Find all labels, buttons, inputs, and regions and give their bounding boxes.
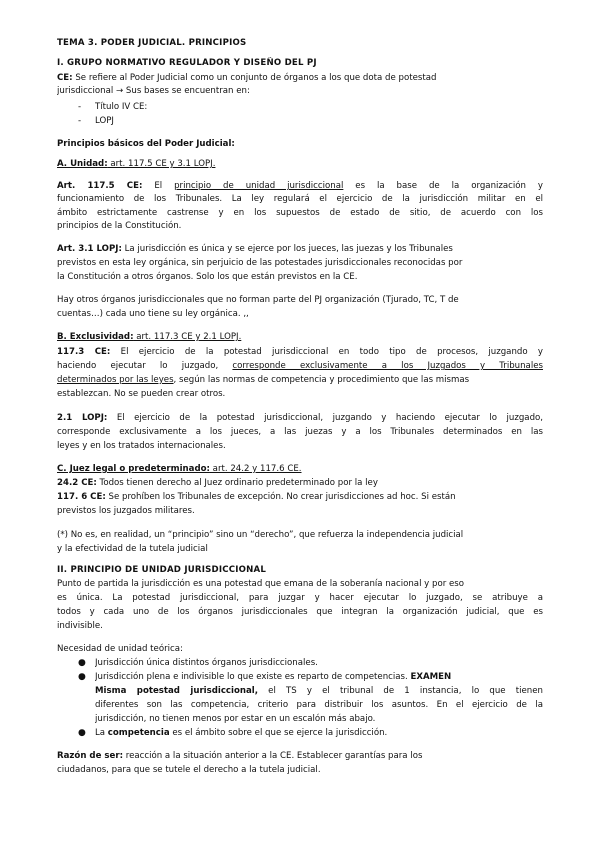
art-117-5-underlined: principio de unidad jurisdiccional [174,181,344,191]
art-117-6-line-2: previstos los juzgados militares. [57,506,195,516]
juez-legal-refs: art. 24.2 y 117.6 CE. [209,464,302,474]
item-2-bold: Misma potestad jurisdiccional, [95,686,258,696]
art-3-1-label: Art. 3.1 LOPJ: [57,244,122,254]
art-117-3-text: El ejercicio de la potestad jurisdiccional en todo tipo de procesos, juzgando y [110,347,543,357]
bullet-icon: ● [78,658,86,668]
unidad-refs: art. 117.5 CE y 3.1 LOPJ. [107,159,216,169]
art-2-1-text: El ejercicio de la potestad jurisdiccional, juzgando y haciendo ejecutar lo juzgado, [107,413,543,423]
art-117-5-label: Art. 117.5 CE: [57,181,143,191]
art-117-5-line-4: principios de la Constitución. [57,221,182,231]
necesidad-item-3 [95,727,543,740]
art-117-3-line-1 [57,346,543,359]
section-2-line-2: es única. La potestad jurisdiccional, para juzgar y hacer ejecutar lo juzgado, se atribuye a [57,593,543,603]
item-3-text-b: es el ámbito sobre el que se ejerce la jurisdicción. [169,728,388,738]
unidad-heading [57,158,543,171]
otros-organos-line-2: cuentas…) cada uno tiene su ley orgánica. ,, [57,309,249,319]
bullet-icon: ● [78,672,86,682]
note-line-2: y la efectividad de la tutela judicial [57,544,208,554]
necesidad-line: Necesidad de unidad teórica: [57,644,183,654]
razon-line-1 [57,750,543,763]
art-3-1-line-1 [57,243,543,256]
necesidad-item-2-line-1 [95,671,543,684]
necesidad-item-2-line-4: jurisdicción, no tienen menos por estar en un escalón más abajo. [95,714,376,724]
item-2-text-a: Jurisdicción plena e indivisible lo que existe es reparto de competencias. [95,672,411,682]
art-117-6-line-1 [57,491,543,504]
art-117-3-underlined: corresponde exclusivamente a los Juzgados y Tribunales [232,361,543,371]
item-2-text-b: el TS y el tribunal de 1 instancia, lo que tienen [258,686,543,696]
item-2-examen: EXAMEN [410,672,452,682]
art-117-3-underlined-2: determinados por las leyes [57,375,174,385]
art-24-2-label: 24.2 CE: [57,478,97,488]
dash-bullet: - [78,116,82,126]
art-117-3-line-2 [57,360,543,373]
dash-bullet: - [78,102,82,112]
art-117-6-label: 117. 6 CE: [57,492,106,502]
necesidad-item-2-line-2 [95,685,543,698]
necesidad-item-1: Jurisdicción única distintos órganos jurisdiccionales. [95,658,318,668]
item-3-text-a: La [95,728,108,738]
art-2-1-line-2: corresponde exclusivamente a los jueces, a las juezas y a los Tribunales determinados en las [57,427,543,437]
ce-list-item-2: LOPJ [95,116,114,126]
otros-organos-line-1: Hay otros órganos jurisdiccionales que no forman parte del PJ organización (Tjurado, TC, T de [57,295,459,305]
exclusividad-label: B. Exclusividad: [57,332,134,342]
juez-legal-label: C. Juez legal o predeterminado: [57,464,210,474]
section-2-line-4: indivisible. [57,621,103,631]
art-117-5-line-1 [57,180,543,193]
bullet-icon: ● [78,728,86,738]
document-title: TEMA 3. PODER JUDICIAL. PRINCIPIOS [57,38,247,48]
necesidad-item-2-line-3: diferentes son las competencia, criterio para distribuir los asuntos. En el ejercicio de la [95,700,543,710]
art-2-1-line-1 [57,412,543,425]
section-1-heading: I. GRUPO NORMATIVO REGULADOR Y DISEÑO DEL PJ [57,58,317,68]
ce-paragraph-line-1 [57,72,543,85]
exclusividad-heading [57,331,543,344]
art-117-3-text-a: haciendo ejecutar lo juzgado, [57,361,233,371]
art-117-3-text-b: , según las normas de competencia y procedimiento que las mismas [173,375,470,385]
ce-paragraph-line-2: jurisdiccional → Sus bases se encuentran en: [57,86,250,96]
art-117-3-line-4: establezcan. No se pueden crear otros. [57,389,226,399]
section-2-line-1: Punto de partida la jurisdicción es una potestad que emana de la soberanía nacional y por eso [57,579,465,589]
art-24-2-text: Todos tienen derecho al Juez ordinario predeterminado por la ley [96,478,378,488]
exclusividad-refs: art. 117.3 CE y 2.1 LOPJ. [133,332,242,342]
razon-line-2: ciudadanos, para que se tutele el derecho a la tutela judicial. [57,765,321,775]
art-117-5-text-a: El [142,181,175,191]
ce-text: Se refiere al Poder Judicial como un conjunto de órganos a los que dota de potestad [72,73,437,83]
art-117-3-line-3 [57,374,543,387]
art-117-5-line-3: ámbito estrictamente castrense y en los supuestos de estado de sitio, de acuerdo con los [57,208,543,218]
unidad-label: A. Unidad: [57,159,108,169]
item-3-bold: competencia [107,728,170,738]
art-2-1-line-3: leyes y en los tratados internacionales. [57,441,226,451]
section-2-heading: II. PRINCIPIO DE UNIDAD JURISDICCIONAL [57,565,267,575]
art-3-1-line-3: la Constitución a otros órganos. Solo los que están previstos en la CE. [57,272,358,282]
ce-label: CE: [57,73,73,83]
section-2-line-3: todos y cada uno de los órganos jurisdiccionales que integran la organización judicial, que es [57,607,543,617]
art-3-1-line-2: previstos en esta ley orgánica, sin perjuicio de las potestades jurisdiccionales reconocidas por [57,258,463,268]
art-2-1-label: 2.1 LOPJ: [57,413,108,423]
razon-text: reacción a la situación anterior a la CE. Establecer garantías para los [123,751,423,761]
ce-list-item-1: Título IV CE: [95,102,148,112]
art-117-5-text-b: es la base de la organización y [343,181,543,191]
principios-heading: Principios básicos del Poder Judicial: [57,139,235,149]
art-117-3-label: 117.3 CE: [57,347,111,357]
note-line-1: (*) No es, en realidad, un “principio” sino un “derecho”, que refuerza la independencia judicial [57,530,464,540]
art-3-1-text: La jurisdicción es única y se ejerce por los jueces, las juezas y los Tribunales [121,244,453,254]
razon-label: Razón de ser: [57,751,124,761]
juez-legal-heading [57,463,543,476]
art-117-6-text: Se prohíben los Tribunales de excepción. No crear jurisdicciones ad hoc. Si están [105,492,456,502]
art-24-2-line [57,477,543,490]
art-117-5-line-2: funcionamiento de los Tribunales. La ley regulará el ejercicio de la jurisdicción militar en el [57,194,543,204]
